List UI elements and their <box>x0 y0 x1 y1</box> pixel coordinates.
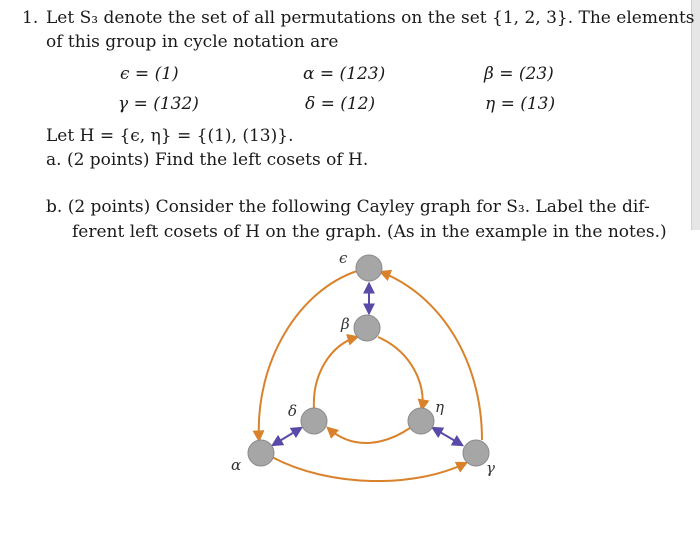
label-alpha: α <box>231 456 242 474</box>
intro-line-2: of this group in cycle notation are <box>46 32 339 52</box>
label-delta: δ <box>288 402 298 420</box>
edge-eta-to-delta <box>328 428 410 443</box>
node-epsilon <box>356 255 382 281</box>
part-b-line-1: b. (2 points) Consider the following Cayley graph for S₃. Label the dif- <box>46 197 650 217</box>
label-beta: β <box>341 315 350 333</box>
node-alpha <box>248 440 274 466</box>
element-delta: δ = (12) <box>305 94 376 114</box>
element-beta: β = (23) <box>484 64 554 84</box>
part-b-line-2: ferent left cosets of H on the graph. (As in the example in the notes.) <box>72 222 667 242</box>
edge-beta-to-eta <box>378 337 423 409</box>
element-alpha: α = (123) <box>303 64 386 84</box>
node-beta <box>354 315 380 341</box>
edge-delta-alpha <box>273 428 301 445</box>
label-epsilon: ϵ <box>339 249 348 267</box>
intro-line-1: Let S₃ denote the set of all permutations on the set {1, 2, 3}. The elements <box>46 8 695 28</box>
node-delta <box>301 408 327 434</box>
element-epsilon: ϵ = (1) <box>120 64 179 84</box>
label-gamma: γ <box>486 459 495 477</box>
node-eta <box>408 408 434 434</box>
element-eta: η = (13) <box>485 94 556 114</box>
label-eta: η <box>435 398 444 416</box>
subgroup-definition: Let H = {ϵ, η} = {(1), (13)}. <box>46 126 294 146</box>
edge-delta-to-beta <box>314 337 357 409</box>
edge-alpha-to-gamma <box>272 457 466 481</box>
part-a: a. (2 points) Find the left cosets of H. <box>46 150 369 170</box>
element-gamma: γ = (132) <box>118 94 199 114</box>
problem-number: 1. <box>22 8 39 28</box>
edge-eta-gamma <box>433 428 462 445</box>
